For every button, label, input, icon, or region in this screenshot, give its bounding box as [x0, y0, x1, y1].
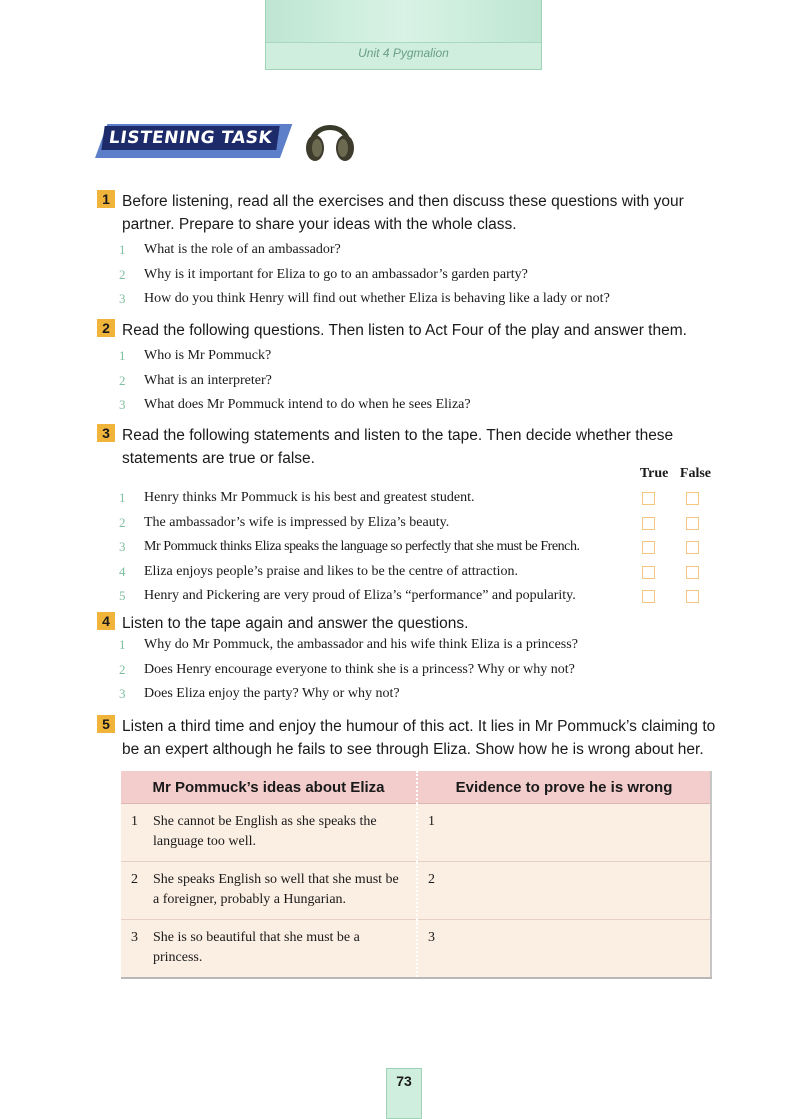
item-number: 3	[119, 686, 126, 701]
instruction-line: Listen to the tape again and answer the questions.	[122, 615, 469, 632]
list-item	[119, 238, 717, 263]
item-number: 5	[119, 588, 126, 603]
item-text: Does Eliza enjoy the party? Why or why not?	[144, 686, 400, 701]
row-number: 2	[131, 872, 138, 887]
true-checkbox[interactable]	[642, 566, 655, 579]
item-text: What is an interpreter?	[144, 372, 272, 388]
instruction-line: partner. Prepare to share your ideas with the whole class.	[122, 216, 517, 233]
idea-text: She speaks English so well that she must be a foreigner, probably a Hungarian.	[153, 872, 399, 907]
item-text: Henry and Pickering are very proud of Eliza’s “performance” and popularity.	[144, 588, 576, 603]
headphones-icon	[302, 114, 358, 164]
exercise-5	[97, 715, 717, 761]
item-number: 1	[119, 490, 126, 505]
false-checkbox[interactable]	[686, 492, 699, 505]
list-item	[119, 393, 717, 418]
idea-cell	[121, 804, 417, 862]
unit-header-band	[265, 0, 542, 70]
list-item	[119, 658, 717, 683]
true-checkbox[interactable]	[642, 492, 655, 505]
item-number: 3	[119, 539, 126, 554]
exercise-2	[97, 319, 717, 418]
question-list	[119, 633, 717, 707]
evidence-table	[121, 771, 712, 979]
table-header-row	[121, 771, 711, 804]
item-number: 1	[119, 242, 126, 257]
exercise-number: 2	[97, 319, 115, 337]
header-pattern	[266, 0, 541, 43]
item-number: 2	[119, 266, 126, 282]
table-row	[121, 804, 711, 862]
item-text: Why do Mr Pommuck, the ambassador and his wife think Eliza is a princess?	[144, 637, 578, 652]
item-text: Why is it important for Eliza to go to an ambassador’s garden party?	[144, 266, 528, 282]
false-checkbox[interactable]	[686, 517, 699, 530]
idea-cell	[121, 920, 417, 979]
instruction-line: Before listening, read all the exercises and then discuss these questions with your	[122, 193, 684, 210]
unit-title: Unit 4 Pygmalion	[358, 46, 449, 60]
exercise-instructions	[122, 715, 717, 761]
item-number: 3	[119, 291, 126, 306]
false-checkbox[interactable]	[686, 590, 699, 603]
table-row	[121, 862, 711, 920]
false-checkbox[interactable]	[686, 566, 699, 579]
list-item	[119, 535, 717, 560]
question-list	[119, 344, 717, 418]
item-text: The ambassador’s wife is impressed by Eliza’s beauty.	[144, 514, 450, 530]
exercise-instructions	[122, 424, 717, 470]
idea-text: She is so beautiful that she must be a princess.	[153, 930, 360, 965]
exercise-instructions	[122, 612, 717, 635]
item-text: Henry thinks Mr Pommuck is his best and greatest student.	[144, 490, 475, 505]
column-header-evidence: Evidence to prove he is wrong	[417, 771, 711, 804]
list-item	[119, 511, 717, 536]
true-checkbox[interactable]	[642, 590, 655, 603]
banner-title: LISTENING TASK	[101, 126, 279, 150]
evidence-cell[interactable]: 3	[417, 920, 711, 979]
exercise-number: 5	[97, 715, 115, 733]
item-text: What is the role of an ambassador?	[144, 242, 341, 257]
instruction-line: Read the following statements and listen to the tape. Then decide whether these	[122, 427, 674, 444]
item-text: What does Mr Pommuck intend to do when he sees Eliza?	[144, 397, 471, 412]
idea-cell	[121, 862, 417, 920]
list-item	[119, 633, 717, 658]
exercise-1	[97, 190, 717, 312]
item-number: 1	[119, 637, 126, 652]
instruction-line: statements are true or false.	[122, 450, 315, 467]
table-row	[121, 920, 711, 979]
item-number: 1	[119, 348, 126, 363]
item-number: 4	[119, 563, 126, 579]
evidence-cell[interactable]: 1	[417, 804, 711, 862]
exercise-number: 3	[97, 424, 115, 442]
page-number: 73	[396, 1073, 412, 1089]
true-checkbox[interactable]	[642, 517, 655, 530]
item-number: 2	[119, 661, 126, 677]
true-label: True	[639, 466, 669, 481]
list-item	[119, 560, 717, 585]
item-text: Eliza enjoys people’s praise and likes to be the centre of attraction.	[144, 563, 518, 579]
exercise-instructions	[122, 319, 717, 342]
column-header-ideas: Mr Pommuck’s ideas about Eliza	[121, 771, 417, 804]
instruction-line: Listen a third time and enjoy the humour of this act. It lies in Mr Pommuck’s claiming to	[122, 718, 716, 735]
list-item	[119, 584, 717, 609]
list-item	[119, 287, 717, 312]
item-text: Mr Pommuck thinks Eliza speaks the language so perfectly that she must be French.	[144, 539, 580, 554]
true-checkbox[interactable]	[642, 541, 655, 554]
exercise-instructions	[122, 190, 717, 236]
idea-text: She cannot be English as she speaks the language too well.	[153, 814, 377, 849]
item-number: 2	[119, 372, 126, 388]
question-list	[119, 238, 717, 312]
exercise-number: 4	[97, 612, 115, 630]
list-item	[119, 682, 717, 707]
list-item	[119, 344, 717, 369]
listening-task-banner	[95, 120, 285, 158]
item-number: 2	[119, 514, 126, 530]
instruction-line: be an expert although he fails to see through Eliza. Show how he is wrong about her.	[122, 741, 704, 758]
row-number: 1	[131, 814, 138, 829]
false-checkbox[interactable]	[686, 541, 699, 554]
item-text: How do you think Henry will find out whether Eliza is behaving like a lady or not?	[144, 291, 610, 306]
true-false-header	[632, 466, 711, 482]
instruction-line: Read the following questions. Then listen to Act Four of the play and answer them.	[122, 322, 687, 339]
statement-list	[119, 486, 717, 609]
list-item	[119, 369, 717, 394]
list-item	[119, 486, 717, 511]
list-item	[119, 263, 717, 288]
evidence-cell[interactable]: 2	[417, 862, 711, 920]
exercise-4	[97, 612, 717, 707]
page-number-tab	[386, 1068, 422, 1119]
item-text: Who is Mr Pommuck?	[144, 348, 272, 363]
false-label: False	[679, 466, 711, 481]
exercise-number: 1	[97, 190, 115, 208]
exercise-3	[97, 424, 717, 609]
row-number: 3	[131, 930, 138, 945]
item-text: Does Henry encourage everyone to think she is a princess? Why or why not?	[144, 661, 575, 677]
item-number: 3	[119, 397, 126, 412]
